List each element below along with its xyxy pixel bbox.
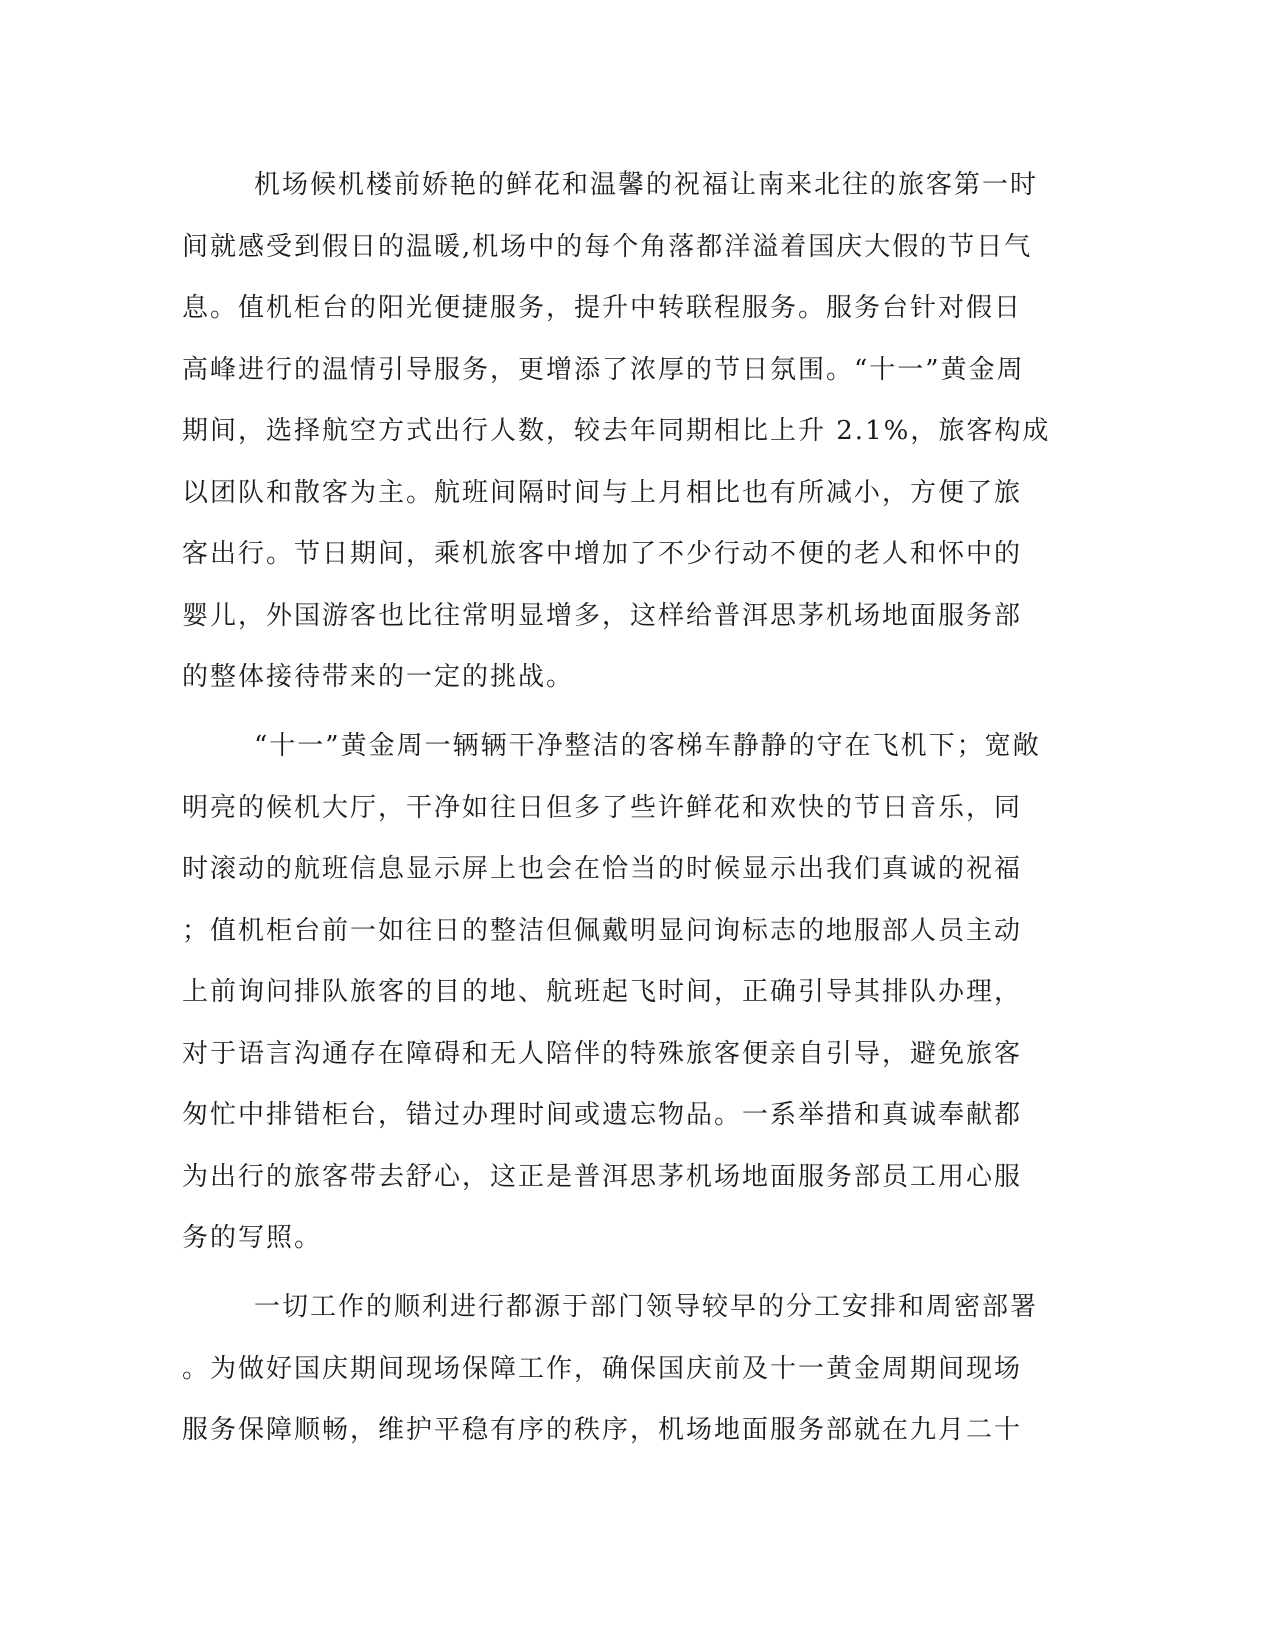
paragraph-line: 。为做好国庆期间现场保障工作，确保国庆前及十一黄金周期间现场 xyxy=(182,1353,1023,1384)
paragraph-1 xyxy=(182,165,1051,726)
paragraph-line: 务的写照。 xyxy=(182,1223,323,1253)
paragraph-line: 客出行。节日期间，乘机旅客中增加了不少行动不便的老人和怀中的 xyxy=(182,539,1023,569)
paragraph-line: ；值机柜台前一如往日的整洁但佩戴明显问询标志的地服部人员主动 xyxy=(182,915,1023,946)
paragraph-3 xyxy=(182,1287,1042,1472)
paragraph-line: 匆忙中排错柜台，错过办理时间或遗忘物品。一系举措和真诚奉献都 xyxy=(182,1100,1023,1130)
paragraph-line: 服务保障顺畅，维护平稳有序的秩序，机场地面服务部就在九月二十 xyxy=(182,1415,1023,1445)
paragraph-line: 高峰进行的温情引导服务，更增添了浓厚的节日氛围。“十一”黄金周 xyxy=(182,354,1025,385)
paragraph-line: 机场候机楼前娇艳的鲜花和温馨的祝福让南来北往的旅客第一时 xyxy=(254,170,1039,200)
paragraph-line: 对于语言沟通存在障碍和无人陪伴的特殊旅客便亲自引导，避免旅客 xyxy=(182,1038,1023,1069)
paragraph-line: 一切工作的顺利进行都源于部门领导较早的分工安排和周密部署 xyxy=(254,1292,1039,1322)
paragraph-2 xyxy=(182,726,1042,1287)
paragraph-line: 时滚动的航班信息显示屏上也会在恰当的时候显示出我们真诚的祝福 xyxy=(182,854,1023,884)
paragraph-line: 以团队和散客为主。航班间隔时间与上月相比也有所减小，方便了旅 xyxy=(182,477,1023,508)
paragraph-line: 间就感受到假日的温暖,机场中的每个角落都洋溢着国庆大假的节日气 xyxy=(182,231,1033,262)
paragraph-line: 上前询问排队旅客的目的地、航班起飞时间，正确引导其排队办理， xyxy=(182,977,1023,1007)
paragraph-line: 的整体接待带来的一定的挑战。 xyxy=(182,662,575,692)
paragraph-line: “十一”黄金周一辆辆干净整洁的客梯车静静的守在飞机下；宽敞 xyxy=(254,731,1041,761)
paragraph-line: 婴儿，外国游客也比往常明显增多，这样给普洱思茅机场地面服务部 xyxy=(182,600,1023,631)
document-body xyxy=(182,165,1051,1472)
paragraph-line: 明亮的候机大厅，干净如往日但多了些许鲜花和欢快的节日音乐，同 xyxy=(182,792,1023,823)
paragraph-line: 息。值机柜台的阳光便捷服务，提升中转联程服务。服务台针对假日 xyxy=(182,293,1023,323)
paragraph-line: 期间，选择航空方式出行人数，较去年同期相比上升 2.1%，旅客构成 xyxy=(182,416,1051,446)
paragraph-line: 为出行的旅客带去舒心，这正是普洱思茅机场地面服务部员工用心服 xyxy=(182,1161,1023,1192)
